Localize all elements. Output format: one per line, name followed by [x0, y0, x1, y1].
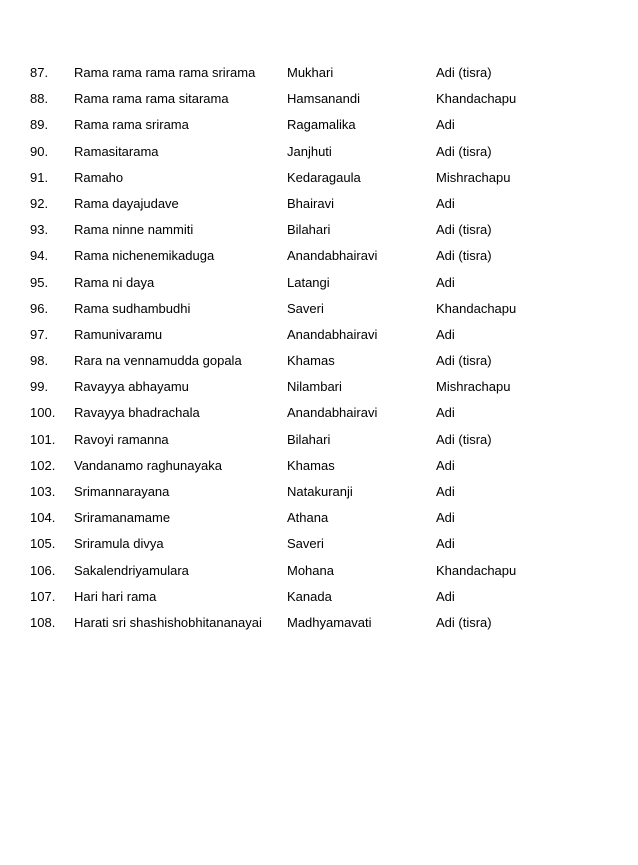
tala-name: Adi (tisra): [436, 353, 492, 369]
song-title: Rama sudhambudhi: [74, 300, 191, 316]
list-item: [0, 427, 638, 453]
list-item: [0, 270, 638, 296]
raga-name: Anandabhairavi: [287, 248, 378, 264]
item-number: 96.: [30, 300, 49, 316]
tala-name: Adi (tisra): [436, 222, 492, 238]
raga-name: Mukhari: [287, 65, 334, 80]
song-title: Ramunivaramu: [74, 326, 163, 342]
tala-name: Adi: [436, 274, 455, 290]
song-title: Rama ni daya: [74, 274, 155, 290]
item-number: 103.: [30, 484, 56, 499]
item-number: 101.: [30, 431, 56, 447]
song-title: Srimannarayana: [74, 484, 170, 499]
item-number: 99.: [30, 379, 49, 395]
list-item: [0, 479, 638, 505]
list-item: [0, 348, 638, 374]
list-item: [0, 374, 638, 400]
song-title: Rama rama rama rama srirama: [74, 65, 256, 80]
raga-name: Saveri: [287, 300, 324, 316]
tala-name: Adi: [436, 510, 455, 526]
raga-name: Natakuranji: [287, 484, 353, 499]
raga-name: Ragamalika: [287, 117, 356, 133]
raga-name: Khamas: [287, 353, 335, 369]
raga-name: Saveri: [287, 536, 324, 552]
list-item: [0, 505, 638, 531]
song-title: Sriramanamame: [74, 510, 171, 526]
song-title: Ravayya bhadrachala: [74, 405, 200, 421]
tala-name: Adi (tisra): [436, 143, 492, 159]
item-number: 104.: [30, 510, 56, 526]
tala-name: Adi: [436, 484, 455, 499]
item-number: 102.: [30, 457, 56, 473]
song-title: Sriramula divya: [74, 536, 164, 552]
raga-name: Nilambari: [287, 379, 342, 395]
item-number: 100.: [30, 405, 56, 421]
raga-name: Anandabhairavi: [287, 326, 378, 342]
tala-name: Adi (tisra): [436, 614, 492, 630]
list-item: [0, 60, 638, 86]
list-item: [0, 453, 638, 479]
list-item: [0, 610, 638, 636]
song-title: Rama rama srirama: [74, 117, 189, 133]
item-number: 90.: [30, 143, 49, 159]
item-number: 91.: [30, 169, 49, 185]
song-title: Ravoyi ramanna: [74, 431, 169, 447]
list-item: [0, 400, 638, 426]
list-item: [0, 86, 638, 112]
song-title: Ramasitarama: [74, 143, 159, 159]
song-title: Vandanamo raghunayaka: [74, 457, 222, 473]
raga-name: Bilahari: [287, 431, 331, 447]
list-item: [0, 217, 638, 243]
tala-name: Adi: [436, 326, 455, 342]
item-number: 87.: [30, 65, 49, 80]
item-number: 95.: [30, 274, 49, 290]
raga-name: Mohana: [287, 562, 334, 578]
list-item: [0, 191, 638, 217]
list-item: [0, 322, 638, 348]
raga-name: Janjhuti: [287, 143, 332, 159]
song-title: Harati sri shashishobhitananayai: [74, 614, 262, 630]
list-item: [0, 139, 638, 165]
song-title: Ravayya abhayamu: [74, 379, 189, 395]
item-number: 89.: [30, 117, 49, 133]
list-item: [0, 112, 638, 138]
tala-name: Khandachapu: [436, 562, 517, 578]
raga-name: Bilahari: [287, 222, 331, 238]
list-item: [0, 243, 638, 269]
raga-name: Anandabhairavi: [287, 405, 378, 421]
tala-name: Adi (tisra): [436, 65, 492, 80]
raga-name: Khamas: [287, 457, 335, 473]
item-number: 108.: [30, 614, 56, 630]
raga-name: Madhyamavati: [287, 614, 372, 630]
raga-name: Bhairavi: [287, 195, 334, 211]
song-title: Rama ninne nammiti: [74, 222, 194, 238]
tala-name: Adi: [436, 536, 455, 552]
item-number: 105.: [30, 536, 56, 552]
raga-name: Hamsanandi: [287, 91, 360, 107]
tala-name: Khandachapu: [436, 91, 517, 107]
raga-name: Athana: [287, 510, 329, 526]
tala-name: Adi: [436, 405, 455, 421]
list-item: [0, 296, 638, 322]
item-number: 97.: [30, 326, 49, 342]
tala-name: Adi: [436, 195, 455, 211]
item-number: 107.: [30, 588, 56, 604]
song-list: [0, 60, 638, 636]
raga-name: Latangi: [287, 274, 330, 290]
song-title: Rama rama rama sitarama: [74, 91, 229, 107]
song-title: Sakalendriyamulara: [74, 562, 189, 578]
tala-name: Khandachapu: [436, 300, 517, 316]
tala-name: Adi (tisra): [436, 431, 492, 447]
tala-name: Adi (tisra): [436, 248, 492, 264]
tala-name: Adi: [436, 457, 455, 473]
raga-name: Kanada: [287, 588, 332, 604]
tala-name: Adi: [436, 588, 455, 604]
tala-name: Adi: [436, 117, 455, 133]
item-number: 98.: [30, 353, 49, 369]
tala-name: Mishrachapu: [436, 379, 511, 395]
item-number: 88.: [30, 91, 49, 107]
song-title: Hari hari rama: [74, 588, 157, 604]
item-number: 93.: [30, 222, 49, 238]
song-title: Ramaho: [74, 169, 124, 185]
item-number: 94.: [30, 248, 49, 264]
list-item: [0, 558, 638, 584]
item-number: 106.: [30, 562, 56, 578]
tala-name: Mishrachapu: [436, 169, 511, 185]
raga-name: Kedaragaula: [287, 169, 361, 185]
list-item: [0, 165, 638, 191]
list-item: [0, 531, 638, 557]
song-title: Rama dayajudave: [74, 195, 179, 211]
song-title: Rara na vennamudda gopala: [74, 353, 242, 369]
song-title: Rama nichenemikaduga: [74, 248, 215, 264]
list-item: [0, 584, 638, 610]
item-number: 92.: [30, 195, 49, 211]
